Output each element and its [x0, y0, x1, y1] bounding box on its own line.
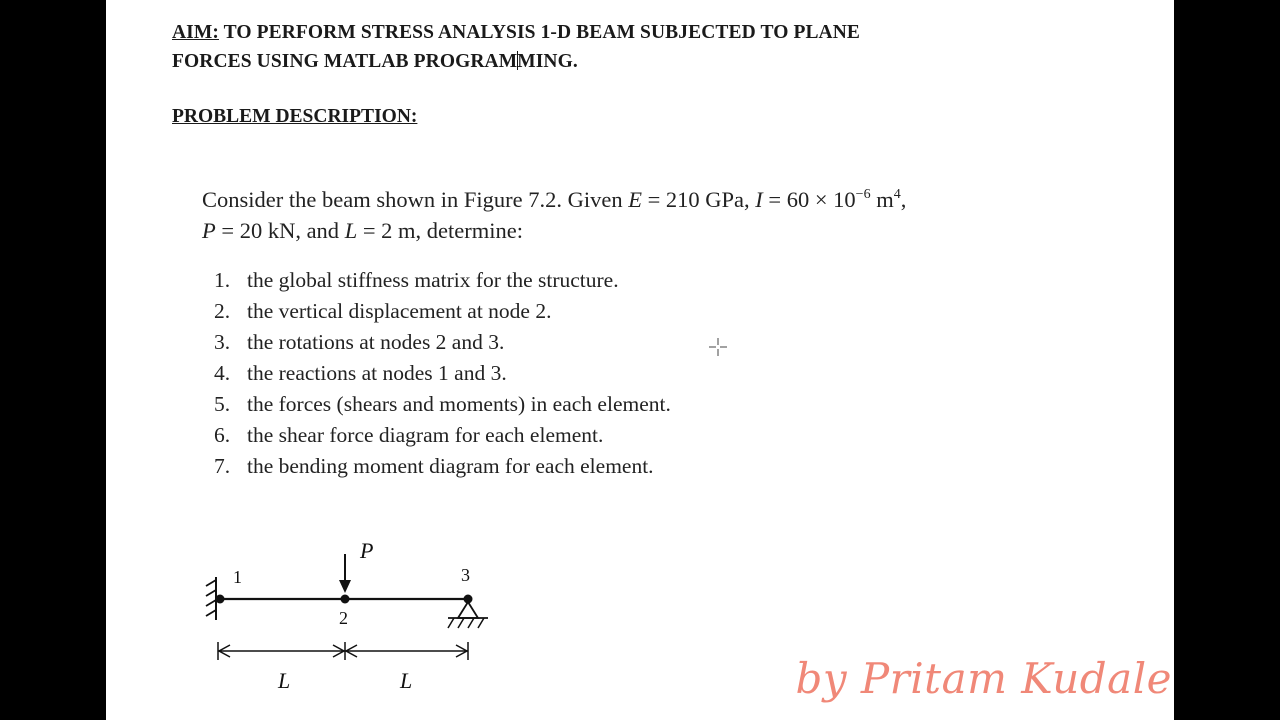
intro-line-2 [202, 215, 906, 246]
node-3-label: 3 [461, 565, 470, 585]
value-p: = 20 kN, and [215, 218, 345, 243]
exponent-i: −6 [855, 187, 871, 202]
item-number: 4. [214, 361, 231, 385]
item-number: 2. [214, 299, 231, 323]
aim-line-2 [172, 47, 860, 76]
beam-figure [196, 532, 506, 698]
aim-line-1 [172, 18, 860, 47]
aim-text-1: TO PERFORM STRESS ANALYSIS 1-D BEAM SUBJECTED TO PLANE [223, 22, 861, 43]
span-1-label: L [278, 668, 291, 693]
aim-statement [172, 18, 860, 76]
author-signature: by Pritam Kudale [795, 654, 1172, 703]
document-page [106, 0, 1174, 720]
fixed-support-icon [206, 577, 216, 620]
item-number: 7. [214, 454, 231, 478]
item-text: the vertical displacement at node 2. [247, 299, 552, 323]
item-text: the bending moment diagram for each element. [247, 454, 654, 478]
intro-line-1 [202, 184, 906, 215]
list-item [214, 327, 671, 358]
item-number: 1. [214, 268, 231, 292]
unit-exponent-i: 4 [893, 187, 901, 202]
list-item [214, 358, 671, 389]
load-arrow-icon [339, 554, 351, 593]
item-text: the rotations at nodes 2 and 3. [247, 330, 505, 354]
node-2-dot [341, 595, 350, 604]
load-label: P [360, 538, 374, 563]
symbol-i: I [755, 187, 763, 212]
pin-support-icon [448, 602, 488, 628]
aim-label: AIM: [172, 22, 219, 43]
problem-intro [202, 184, 906, 246]
value-l: = 2 m, determine: [357, 218, 523, 243]
list-item [214, 420, 671, 451]
unit-i: m [870, 187, 894, 212]
symbol-e: E [628, 187, 642, 212]
comma: , [900, 187, 907, 212]
symbol-l: L [344, 218, 358, 243]
item-number: 5. [214, 392, 231, 416]
aim-text-2a: FORCES USING MATLAB PROGRAM [172, 51, 518, 72]
item-number: 6. [214, 423, 231, 447]
node-1-dot [216, 595, 225, 604]
list-item [214, 451, 671, 482]
crosshair-cursor-icon [708, 337, 728, 357]
item-text: the global stiffness matrix for the structure. [247, 268, 619, 292]
problem-description-heading: PROBLEM DESCRIPTION: [172, 106, 418, 127]
item-number: 3. [214, 330, 231, 354]
node-2-label: 2 [339, 608, 348, 628]
value-i: = 60 × 10 [762, 187, 856, 212]
symbol-p: P [202, 218, 216, 243]
list-item [214, 296, 671, 327]
item-text: the forces (shears and moments) in each element. [247, 392, 671, 416]
aim-text-2b: MING. [517, 51, 578, 72]
value-e: = 210 GPa, [641, 187, 756, 212]
list-item [214, 265, 671, 296]
dimension-lines [218, 642, 468, 660]
item-text: the reactions at nodes 1 and 3. [247, 361, 507, 385]
list-item [214, 389, 671, 420]
span-2-label: L [400, 668, 413, 693]
task-list [214, 265, 671, 482]
node-1-label: 1 [233, 567, 242, 587]
intro-text: Consider the beam shown in Figure 7.2. Given [202, 187, 629, 212]
item-text: the shear force diagram for each element. [247, 423, 604, 447]
